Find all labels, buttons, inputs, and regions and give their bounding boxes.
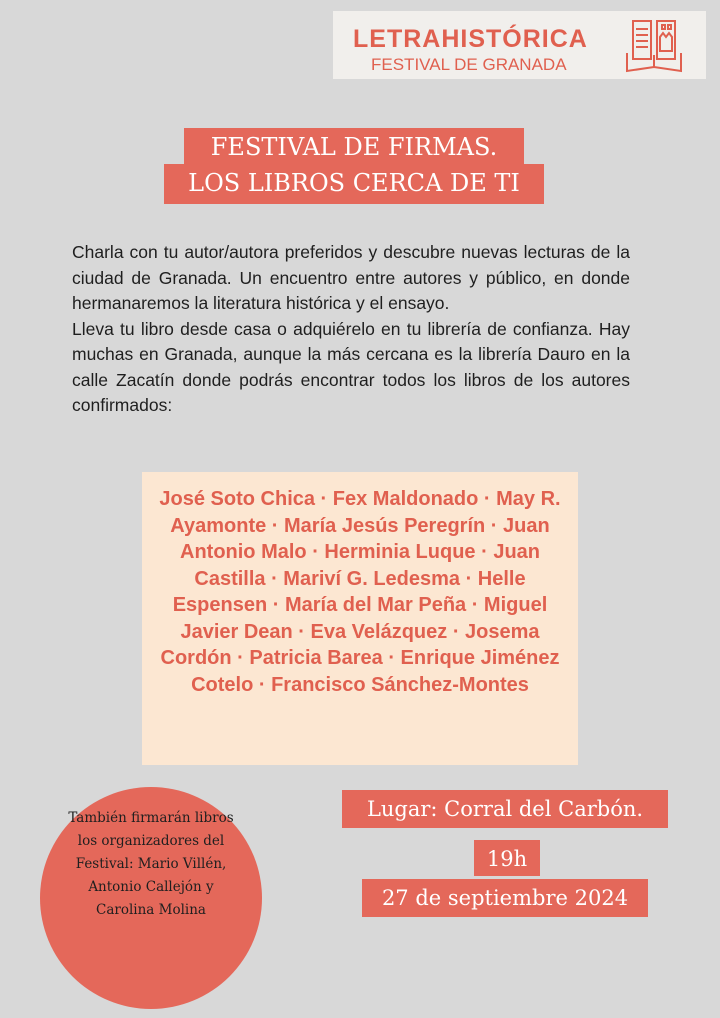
event-date: 27 de septiembre 2024 — [362, 879, 648, 917]
logo-title: LETRAHISTÓRICA — [353, 25, 588, 53]
event-time: 19h — [474, 840, 540, 876]
book-icon — [621, 15, 687, 75]
logo-subtitle: FESTIVAL DE GRANADA — [371, 55, 567, 74]
event-place: Lugar: Corral del Carbón. — [342, 790, 668, 828]
description-paragraph: Charla con tu autor/autora preferidos y descubre nuevas lecturas de la ciudad de Granada. Un encuentro entre autores y público, en donde hermanaremos la literatura histórica y el ensayo. — [72, 242, 630, 313]
description-paragraph: Lleva tu libro desde casa o adquiérelo en tu librería de confianza. Hay muchas en Granada, aunque la más cercana es la librería Dauro en la calle Zacatín donde podrás encontrar todos los libros de los autores confirmados: — [72, 318, 630, 415]
title-line-1: FESTIVAL DE FIRMAS. — [184, 128, 524, 164]
festival-logo — [333, 11, 706, 79]
organizers-circle — [40, 787, 262, 1009]
description — [72, 240, 630, 419]
authors-panel — [142, 472, 578, 765]
organizers-text: También firmarán libros los organizadores del Festival: Mario Villén, Antonio Callejón y Carolina Molina — [68, 810, 234, 918]
title-line-2: LOS LIBROS CERCA DE TI — [164, 164, 544, 204]
authors-list: José Soto Chica · Fex Maldonado · May R. Ayamonte · María Jesús Peregrín · Juan Antonio Malo · Herminia Luque · Juan Castilla · Mariví G. Ledesma · Helle Espensen · María del Mar Peña · Miguel Javier Dean · Eva Velázquez · Josema Cordón · Patricia Barea · Enrique Jiménez Cotelo · Francisco Sánchez-Montes — [159, 488, 561, 696]
